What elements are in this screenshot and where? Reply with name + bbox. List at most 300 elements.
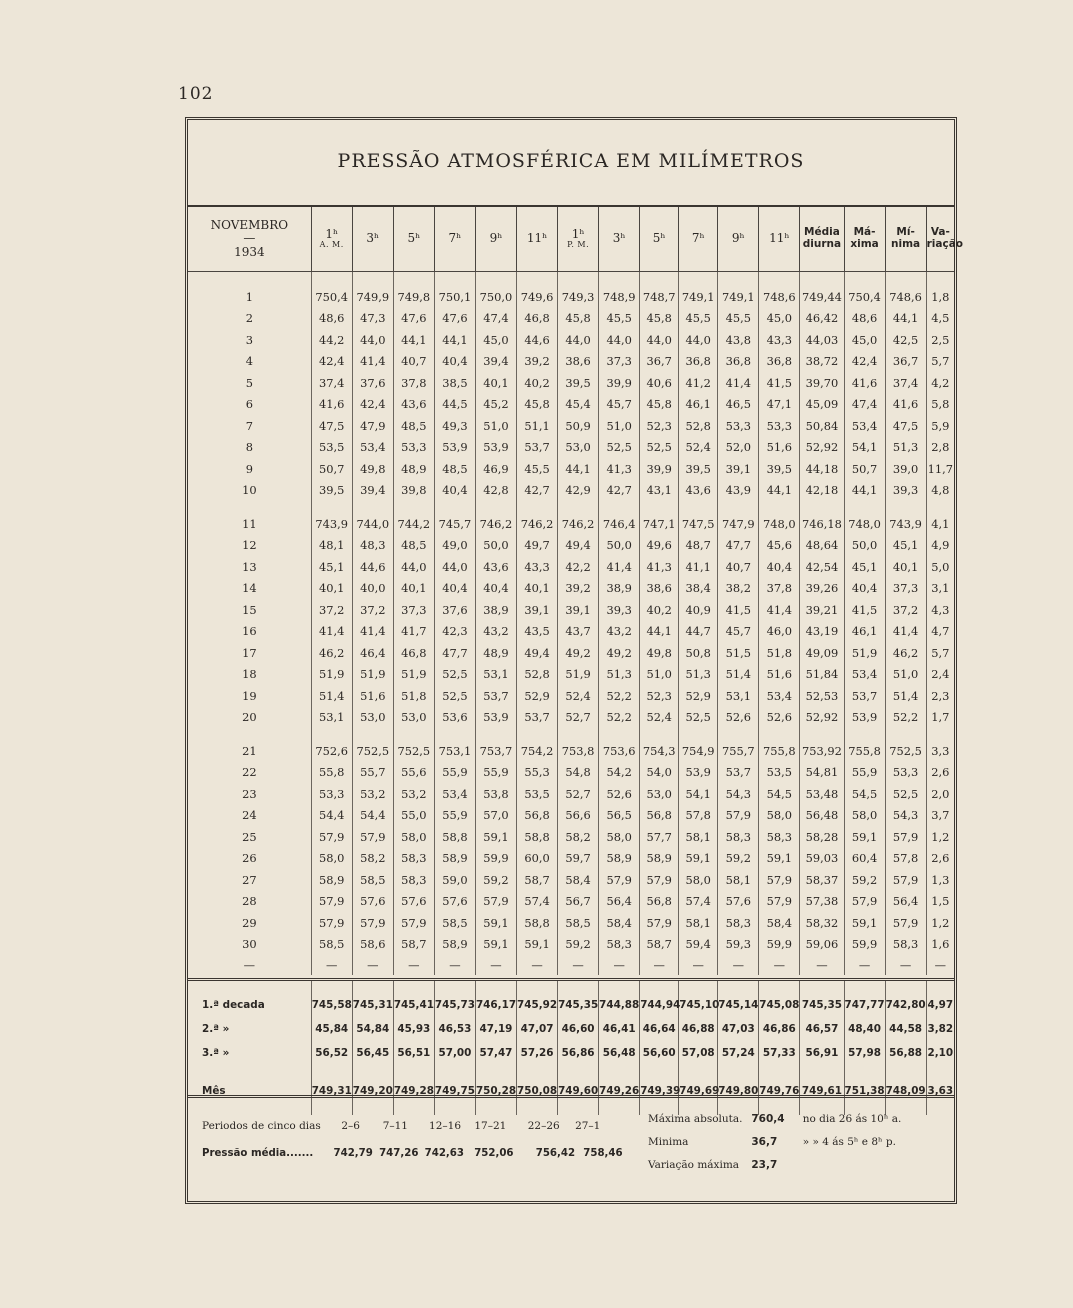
hour-header: 9ʰ: [718, 207, 759, 272]
value-cell: 56,8: [517, 805, 558, 827]
value-cell: 43,19: [800, 621, 844, 643]
value-cell: 41,5: [759, 372, 800, 394]
value-cell: 48,64: [800, 535, 844, 557]
table-frame: [185, 117, 964, 1204]
value-cell: 36,7: [885, 351, 926, 373]
value-cell: 52,5: [885, 783, 926, 805]
value-cell: 57,6: [393, 891, 434, 913]
header-row: [188, 207, 954, 272]
value-cell: 47,7: [718, 535, 759, 557]
value-cell: 55,3: [517, 762, 558, 784]
summary-value: 46,60: [558, 1017, 599, 1041]
dash-cell: —: [517, 955, 558, 975]
value-cell: 40,0: [352, 578, 393, 600]
value-cell: 40,4: [475, 578, 516, 600]
value-cell: 41,4: [352, 351, 393, 373]
dash-cell: —: [434, 955, 475, 975]
value-cell: 5,8: [926, 394, 954, 416]
value-cell: 45,0: [844, 329, 885, 351]
value-cell: 37,4: [885, 372, 926, 394]
value-cell: 40,4: [434, 578, 475, 600]
value-cell: 51,4: [718, 664, 759, 686]
value-cell: 58,32: [800, 912, 844, 934]
day-cell: 6: [245, 397, 253, 412]
value-cell: 57,9: [885, 912, 926, 934]
value-cell: 51,9: [311, 664, 352, 686]
summary-value: 57,24: [718, 1041, 759, 1065]
value-cell: 45,4: [558, 394, 599, 416]
summary-value: 749,61: [800, 1065, 844, 1115]
table-row: [188, 458, 954, 480]
value-cell: 53,8: [475, 783, 516, 805]
summary-value: 745,08: [759, 981, 800, 1017]
day-cell: 4: [245, 354, 253, 369]
value-cell: 752,6: [311, 740, 352, 762]
value-cell: 53,4: [759, 685, 800, 707]
value-cell: 747,5: [679, 513, 718, 535]
value-cell: 51,8: [393, 685, 434, 707]
value-cell: 1,2: [926, 826, 954, 848]
value-cell: 42,5: [885, 329, 926, 351]
summary-value: 749,20: [352, 1065, 393, 1115]
summary-value: 44,58: [885, 1017, 926, 1041]
variacao-header: Va- riação: [926, 207, 954, 272]
summary-value: 46,53: [434, 1017, 475, 1041]
value-cell: 744,0: [352, 513, 393, 535]
value-cell: 45,5: [679, 308, 718, 330]
day-cell: 29: [242, 915, 257, 930]
value-cell: 53,3: [393, 437, 434, 459]
summary-value: 47,19: [475, 1017, 516, 1041]
value-cell: 54,5: [844, 783, 885, 805]
value-cell: 57,9: [393, 912, 434, 934]
value-cell: 53,9: [475, 707, 516, 729]
value-cell: 45,8: [558, 308, 599, 330]
value-cell: 52,3: [640, 685, 679, 707]
summary-value: 745,73: [434, 981, 475, 1017]
spacer-cell: [188, 272, 311, 287]
value-cell: 37,8: [759, 578, 800, 600]
summary-value: 749,80: [718, 1065, 759, 1115]
day-cell: 12: [242, 538, 257, 553]
value-cell: 48,5: [434, 458, 475, 480]
spacer-cell: [352, 272, 393, 287]
value-cell: 51,0: [885, 664, 926, 686]
value-cell: 53,9: [434, 437, 475, 459]
table-row: [188, 912, 954, 934]
dash-cell: —: [475, 955, 516, 975]
summary-value: 749,60: [558, 1065, 599, 1115]
hour-header: 9ʰ: [475, 207, 516, 272]
value-cell: 56,4: [885, 891, 926, 913]
value-cell: 753,6: [599, 740, 640, 762]
value-cell: 48,6: [844, 308, 885, 330]
value-cell: 755,8: [759, 740, 800, 762]
dash-cell: —: [311, 955, 352, 975]
value-cell: 49,2: [558, 642, 599, 664]
value-cell: 58,8: [517, 912, 558, 934]
value-cell: 53,0: [352, 707, 393, 729]
value-cell: 59,0: [434, 869, 475, 891]
pressao-media-value: 742,79: [333, 1148, 373, 1159]
spacer-cell: [558, 272, 599, 287]
value-cell: 54,81: [800, 762, 844, 784]
value-cell: 46,9: [475, 458, 516, 480]
table-row: [188, 308, 954, 330]
summary-value: 47,03: [718, 1017, 759, 1041]
value-cell: 53,3: [718, 415, 759, 437]
value-cell: 59,2: [844, 869, 885, 891]
table-body: [188, 272, 954, 976]
value-cell: 42,2: [558, 556, 599, 578]
table-row: [188, 805, 954, 827]
value-cell: 52,5: [640, 437, 679, 459]
value-cell: 57,9: [640, 912, 679, 934]
value-cell: 2,3: [926, 685, 954, 707]
day-cell: 21: [242, 743, 257, 758]
value-cell: 1,8: [926, 286, 954, 308]
value-cell: 1,6: [926, 934, 954, 956]
value-cell: 753,1: [434, 740, 475, 762]
value-cell: 52,92: [800, 437, 844, 459]
value-cell: 59,06: [800, 934, 844, 956]
value-cell: 37,3: [393, 599, 434, 621]
value-cell: 48,6: [311, 308, 352, 330]
value-cell: 55,6: [393, 762, 434, 784]
summary-value: 57,08: [679, 1041, 718, 1065]
value-cell: 3,7: [926, 805, 954, 827]
spacer-cell: [517, 501, 558, 513]
spacer-cell: [599, 728, 640, 740]
value-cell: 57,4: [517, 891, 558, 913]
value-cell: 58,1: [718, 869, 759, 891]
spacer-cell: [558, 501, 599, 513]
summary-value: 749,69: [679, 1065, 718, 1115]
summary-value: 745,35: [558, 981, 599, 1017]
value-cell: 748,0: [844, 513, 885, 535]
value-cell: 43,6: [393, 394, 434, 416]
value-cell: 745,7: [434, 513, 475, 535]
value-cell: 40,7: [718, 556, 759, 578]
table-row: [188, 394, 954, 416]
value-cell: 744,2: [393, 513, 434, 535]
spacer-cell: [759, 501, 800, 513]
value-cell: 57,4: [679, 891, 718, 913]
spacer-cell: [434, 272, 475, 287]
spacer-cell: [718, 728, 759, 740]
value-cell: 51,3: [679, 664, 718, 686]
value-cell: 53,4: [844, 664, 885, 686]
value-cell: 55,8: [311, 762, 352, 784]
value-cell: 39,3: [599, 599, 640, 621]
value-cell: 45,7: [599, 394, 640, 416]
value-cell: 51,3: [885, 437, 926, 459]
value-cell: 750,0: [475, 286, 516, 308]
value-cell: 39,26: [800, 578, 844, 600]
value-cell: 39,5: [679, 458, 718, 480]
variacao-maxima-value: 23,7: [751, 1159, 778, 1171]
dash-cell: —: [718, 955, 759, 975]
value-cell: 59,4: [679, 934, 718, 956]
value-cell: 52,0: [718, 437, 759, 459]
period-value: 22–26: [527, 1120, 560, 1132]
hour-header: 3ʰ: [599, 207, 640, 272]
value-cell: 36,8: [759, 351, 800, 373]
value-cell: 53,5: [759, 762, 800, 784]
value-cell: 39,8: [393, 480, 434, 502]
value-cell: 46,8: [393, 642, 434, 664]
summary-value: 751,38: [844, 1065, 885, 1115]
value-cell: 53,3: [885, 762, 926, 784]
table-row: [188, 848, 954, 870]
spacer-cell: [926, 728, 954, 740]
value-cell: 51,84: [800, 664, 844, 686]
value-cell: 38,6: [640, 578, 679, 600]
value-cell: 752,5: [885, 740, 926, 762]
value-cell: 49,4: [558, 535, 599, 557]
value-cell: 4,7: [926, 621, 954, 643]
value-cell: 52,2: [885, 707, 926, 729]
maxima-absoluta-row: [648, 1108, 901, 1131]
value-cell: 45,1: [311, 556, 352, 578]
day-cell: 27: [242, 872, 257, 887]
media-header: Média diurna: [800, 207, 844, 272]
value-cell: 2,0: [926, 783, 954, 805]
value-cell: 53,4: [844, 415, 885, 437]
table-row: [188, 934, 954, 956]
value-cell: 48,3: [352, 535, 393, 557]
value-cell: 55,7: [352, 762, 393, 784]
value-cell: 747,1: [640, 513, 679, 535]
value-cell: 59,1: [517, 934, 558, 956]
value-cell: 39,1: [718, 458, 759, 480]
value-cell: 58,4: [599, 912, 640, 934]
extremes-block: [648, 1108, 901, 1177]
value-cell: 58,2: [352, 848, 393, 870]
value-cell: 51,9: [844, 642, 885, 664]
spacer-cell: [188, 501, 311, 513]
summary-value: 745,35: [800, 981, 844, 1017]
value-cell: 53,2: [352, 783, 393, 805]
value-cell: 58,3: [718, 826, 759, 848]
value-cell: 42,7: [517, 480, 558, 502]
value-cell: 57,9: [352, 912, 393, 934]
value-cell: 41,4: [718, 372, 759, 394]
value-cell: 49,0: [434, 535, 475, 557]
spacer-cell: [759, 272, 800, 287]
value-cell: 40,4: [434, 480, 475, 502]
day-cell: 18: [242, 667, 257, 682]
value-cell: 39,9: [640, 458, 679, 480]
table-row: [188, 783, 954, 805]
value-cell: 51,8: [759, 642, 800, 664]
value-cell: 57,38: [800, 891, 844, 913]
summary-value: 749,28: [393, 1065, 434, 1115]
value-cell: 46,5: [718, 394, 759, 416]
value-cell: 41,4: [885, 621, 926, 643]
value-cell: 59,1: [679, 848, 718, 870]
value-cell: 58,28: [800, 826, 844, 848]
value-cell: 41,4: [352, 621, 393, 643]
value-cell: 749,1: [679, 286, 718, 308]
value-cell: 2,8: [926, 437, 954, 459]
value-cell: 38,9: [599, 578, 640, 600]
value-cell: 58,9: [640, 848, 679, 870]
summary-row: [188, 1017, 954, 1041]
value-cell: 44,6: [352, 556, 393, 578]
summary-value: 744,88: [599, 981, 640, 1017]
summary-value: 46,57: [800, 1017, 844, 1041]
value-cell: 43,6: [679, 480, 718, 502]
pressao-media-row: [202, 1148, 627, 1159]
month-header: NOVEMBRO — 1934: [188, 207, 311, 272]
value-cell: 47,6: [393, 308, 434, 330]
value-cell: 45,0: [759, 308, 800, 330]
value-cell: 41,4: [599, 556, 640, 578]
value-cell: 52,5: [434, 685, 475, 707]
value-cell: 55,9: [844, 762, 885, 784]
value-cell: 59,1: [844, 912, 885, 934]
value-cell: 52,53: [800, 685, 844, 707]
value-cell: 58,3: [718, 912, 759, 934]
spacer-cell: [679, 501, 718, 513]
value-cell: 40,1: [885, 556, 926, 578]
day-cell: 20: [242, 710, 257, 725]
value-cell: 53,1: [311, 707, 352, 729]
value-cell: 57,9: [599, 869, 640, 891]
summary-value: 2,10: [926, 1041, 954, 1065]
value-cell: 748,9: [599, 286, 640, 308]
value-cell: 58,8: [517, 826, 558, 848]
value-cell: 58,3: [393, 848, 434, 870]
day-cell: 17: [242, 645, 257, 660]
value-cell: 57,9: [759, 869, 800, 891]
value-cell: 59,3: [718, 934, 759, 956]
value-cell: 46,1: [844, 621, 885, 643]
value-cell: 39,2: [517, 351, 558, 373]
value-cell: 52,92: [800, 707, 844, 729]
hour-header: 1ʰ P. M.: [558, 207, 599, 272]
value-cell: 57,9: [640, 869, 679, 891]
value-cell: 59,1: [759, 848, 800, 870]
value-cell: 58,7: [393, 934, 434, 956]
value-cell: 48,9: [393, 458, 434, 480]
hour-header: 3ʰ: [352, 207, 393, 272]
value-cell: 50,7: [844, 458, 885, 480]
summary-value: 56,60: [640, 1041, 679, 1065]
value-cell: 46,8: [517, 308, 558, 330]
value-cell: 58,3: [599, 934, 640, 956]
value-cell: 53,6: [434, 707, 475, 729]
summary-value: 46,41: [599, 1017, 640, 1041]
summary-value: 745,31: [352, 981, 393, 1017]
value-cell: 57,7: [640, 826, 679, 848]
spacer-cell: [800, 728, 844, 740]
value-cell: 41,3: [599, 458, 640, 480]
summary-value: 46,86: [759, 1017, 800, 1041]
dash-cell: —: [759, 955, 800, 975]
value-cell: 53,4: [352, 437, 393, 459]
value-cell: 51,0: [475, 415, 516, 437]
value-cell: 753,92: [800, 740, 844, 762]
hour-header: 7ʰ: [679, 207, 718, 272]
value-cell: 59,03: [800, 848, 844, 870]
value-cell: 51,3: [599, 664, 640, 686]
value-cell: 55,9: [434, 762, 475, 784]
value-cell: 59,2: [558, 934, 599, 956]
value-cell: 52,5: [679, 707, 718, 729]
value-cell: 746,18: [800, 513, 844, 535]
spacer-cell: [844, 272, 885, 287]
table-row: [188, 664, 954, 686]
value-cell: 41,6: [311, 394, 352, 416]
value-cell: 37,3: [885, 578, 926, 600]
value-cell: 37,2: [311, 599, 352, 621]
table-row: [188, 869, 954, 891]
value-cell: 52,3: [640, 415, 679, 437]
value-cell: 50,0: [844, 535, 885, 557]
hour-header: 11ʰ: [759, 207, 800, 272]
spacer-row: [188, 501, 954, 513]
value-cell: 58,3: [393, 869, 434, 891]
spacer-cell: [800, 272, 844, 287]
value-cell: 57,9: [352, 826, 393, 848]
value-cell: 748,0: [759, 513, 800, 535]
pressure-table: [188, 207, 964, 975]
summary-value: 3,63: [926, 1065, 954, 1115]
value-cell: 4,1: [926, 513, 954, 535]
spacer-cell: [844, 501, 885, 513]
day-cell: 10: [242, 483, 257, 498]
table-row: [188, 535, 954, 557]
value-cell: 40,6: [640, 372, 679, 394]
value-cell: 59,7: [558, 848, 599, 870]
table-row: [188, 480, 954, 502]
value-cell: 753,8: [558, 740, 599, 762]
day-cell: 23: [242, 786, 257, 801]
maxima-header: Má- xima: [844, 207, 885, 272]
value-cell: 44,2: [311, 329, 352, 351]
value-cell: 58,1: [679, 826, 718, 848]
value-cell: 46,4: [352, 642, 393, 664]
day-cell: 14: [242, 581, 257, 596]
value-cell: 58,3: [885, 934, 926, 956]
value-cell: 58,0: [679, 869, 718, 891]
day-cell: 11: [242, 516, 257, 531]
summary-value: 57,98: [844, 1041, 885, 1065]
spacer-cell: [393, 501, 434, 513]
value-cell: 58,5: [558, 912, 599, 934]
value-cell: 47,5: [885, 415, 926, 437]
value-cell: 48,9: [475, 642, 516, 664]
value-cell: 43,1: [640, 480, 679, 502]
value-cell: 743,9: [885, 513, 926, 535]
value-cell: 37,6: [434, 599, 475, 621]
value-cell: 44,1: [885, 308, 926, 330]
summary-value: 46,64: [640, 1017, 679, 1041]
table-row: [188, 891, 954, 913]
value-cell: 52,2: [599, 707, 640, 729]
value-cell: 45,8: [640, 394, 679, 416]
spacer-cell: [475, 728, 516, 740]
table-row: [188, 685, 954, 707]
value-cell: 755,7: [718, 740, 759, 762]
value-cell: 52,4: [679, 437, 718, 459]
value-cell: 56,8: [640, 891, 679, 913]
value-cell: 50,9: [558, 415, 599, 437]
spacer-cell: [885, 501, 926, 513]
day-cell: 30: [242, 937, 257, 952]
